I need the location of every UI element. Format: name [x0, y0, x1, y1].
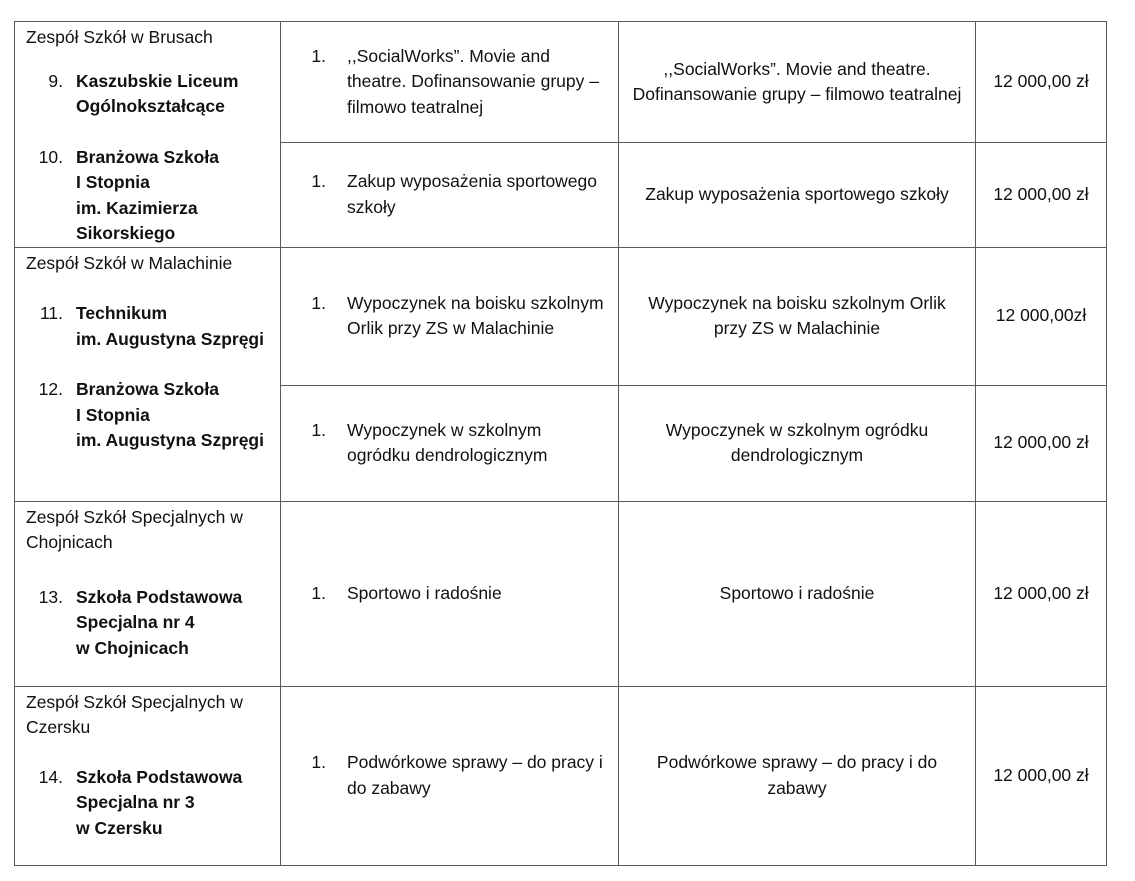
project-amount: 12 000,00 zł	[976, 143, 1107, 247]
school-name: Branżowa Szkoła I Stopnia im. Augustyna Szpręgi	[76, 379, 264, 450]
project-title-cell	[281, 385, 619, 501]
project-amount: 12 000,00 zł	[976, 686, 1107, 865]
project-number: 1.	[311, 292, 326, 313]
project-title-cell	[281, 501, 619, 686]
project-title: Sportowo i radośnie	[347, 582, 502, 603]
group-title: Zespół Szkół w Malachinie	[26, 252, 233, 273]
project-amount: 12 000,00 zł	[976, 22, 1107, 143]
project-number: 1.	[311, 45, 326, 66]
school-name: Szkoła Podstawowa Specjalna nr 3 w Czersku	[76, 766, 243, 838]
table-row	[15, 247, 1107, 385]
project-description: Wypoczynek na boisku szkolnym Orlik przy ZS w Malachinie	[619, 247, 976, 385]
school-group-cell	[15, 501, 281, 686]
school-number: 14.	[38, 766, 63, 787]
project-description: ,,SocialWorks”. Movie and theatre. Dofinansowanie grupy – filmowo teatralnej	[619, 22, 976, 143]
project-amount: 12 000,00zł	[976, 247, 1107, 385]
project-title: Wypoczynek na boisku szkolnym Orlik przy ZS w Malachinie	[347, 292, 604, 338]
school-group-cell	[15, 686, 281, 865]
school-entry	[26, 585, 274, 662]
project-number: 1.	[311, 419, 326, 440]
project-amount: 12 000,00 zł	[976, 501, 1107, 686]
school-group-cell	[15, 22, 281, 248]
table-row	[15, 501, 1107, 686]
school-entry	[26, 145, 274, 247]
school-number: 13.	[38, 586, 63, 607]
projects-table	[14, 21, 1107, 866]
school-entry	[26, 377, 274, 454]
project-title: Zakup wyposażenia sportowego szkoły	[347, 171, 598, 217]
project-title-cell	[281, 143, 619, 247]
school-entry	[26, 69, 274, 120]
school-name: Szkoła Podstawowa Specjalna nr 4 w Chojnicach	[76, 586, 243, 658]
school-number: 10.	[38, 146, 63, 167]
project-title: Podwórkowe sprawy – do pracy i do zabawy	[347, 752, 603, 798]
school-number: 11.	[39, 303, 63, 323]
group-title: Zespół Szkół Specjalnych w Czersku	[26, 691, 243, 737]
project-title-cell	[281, 22, 619, 143]
project-number: 1.	[311, 171, 326, 192]
school-number: 12.	[38, 379, 63, 399]
project-title: Wypoczynek w szkolnym ogródku dendrologicznym	[347, 419, 548, 465]
school-entry	[26, 301, 274, 352]
school-group-cell	[15, 247, 281, 501]
project-title-cell	[281, 686, 619, 865]
project-amount: 12 000,00 zł	[976, 385, 1107, 501]
project-number: 1.	[311, 752, 326, 772]
table-row	[15, 686, 1107, 865]
school-name: Kaszubskie Liceum Ogólnokształcące	[76, 70, 239, 116]
project-title-cell	[281, 247, 619, 385]
group-title: Zespół Szkół Specjalnych w Chojnicach	[26, 506, 243, 552]
group-title: Zespół Szkół w Brusach	[26, 27, 213, 47]
school-entry	[26, 765, 274, 842]
school-number: 9.	[48, 70, 63, 91]
project-description: Wypoczynek w szkolnym ogródku dendrologicznym	[619, 385, 976, 501]
project-description: Zakup wyposażenia sportowego szkoły	[619, 143, 976, 247]
project-description: Sportowo i radośnie	[619, 501, 976, 686]
project-number: 1.	[311, 582, 326, 603]
project-description: Podwórkowe sprawy – do pracy i do zabawy	[619, 686, 976, 865]
school-name: Branżowa Szkoła I Stopnia im. Kazimierza Sikorskiego	[76, 146, 219, 243]
school-name: Technikum im. Augustyna Szpręgi	[76, 303, 264, 349]
table-row	[15, 22, 1107, 143]
project-title: ,,SocialWorks”. Movie and theatre. Dofinansowanie grupy – filmowo teatralnej	[347, 45, 599, 117]
